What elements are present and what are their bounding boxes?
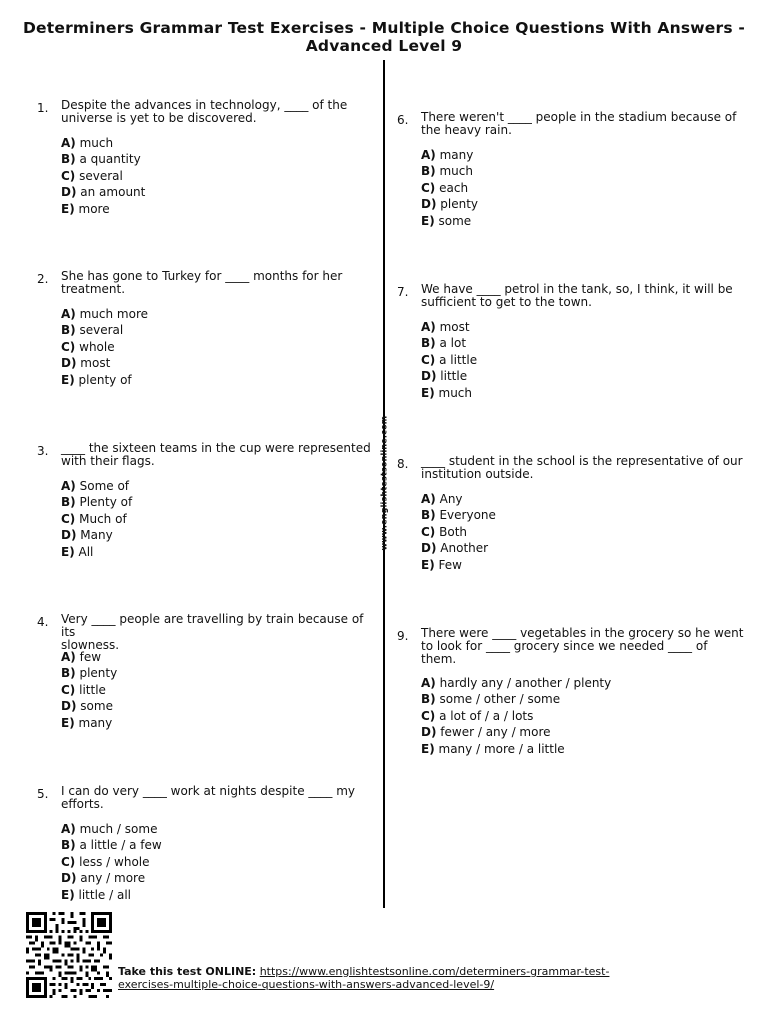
- option-e[interactable]: E) some: [421, 213, 472, 228]
- option-d[interactable]: D) fewer / any / more: [421, 725, 551, 740]
- option-b[interactable]: B) some / other / some: [421, 692, 561, 707]
- option-c[interactable]: C) several: [61, 168, 123, 183]
- option-d[interactable]: D) some: [61, 699, 113, 714]
- test-online-link[interactable]: https://www.englishtestsonline.com/determiners-grammar-test-exercises-multiple-choice-questions-with-answers-advanced-level-9/: [118, 965, 610, 991]
- page-title: Determiners Grammar Test Exercises - Multiple Choice Questions With Answers - Advanced Level 9: [22, 19, 746, 55]
- option-a[interactable]: A) much more: [61, 307, 149, 321]
- option-a[interactable]: A) much / some: [61, 822, 158, 836]
- option-b[interactable]: B) Everyone: [421, 508, 496, 523]
- option-a[interactable]: A) Any: [421, 492, 463, 506]
- question-text: ____ student in the school is the representative of our institution outside.: [421, 454, 743, 481]
- question-number: 1.: [37, 101, 49, 115]
- option-c[interactable]: C) less / whole: [61, 854, 150, 869]
- option-c[interactable]: C) Both: [421, 524, 468, 539]
- question-text: ____ the sixteen teams in the cup were represented with their flags.: [61, 441, 371, 468]
- option-d[interactable]: D) plenty: [421, 197, 479, 212]
- option-b[interactable]: B) several: [61, 323, 124, 338]
- footer: [118, 965, 658, 991]
- footer-label: Take this test ONLINE:: [118, 965, 257, 978]
- option-e[interactable]: E) many / more / a little: [421, 741, 565, 756]
- option-d[interactable]: D) most: [61, 356, 111, 371]
- question-text: Despite the advances in technology, ____ of the universe is yet to be discovered.: [61, 98, 348, 125]
- option-e[interactable]: E) plenty of: [61, 372, 132, 387]
- qr-code: [24, 912, 114, 998]
- option-c[interactable]: C) each: [421, 180, 469, 195]
- option-c[interactable]: C) a little: [421, 352, 478, 367]
- option-e[interactable]: E) more: [61, 201, 110, 216]
- question-number: 3.: [37, 444, 49, 458]
- option-d[interactable]: D) little: [421, 369, 468, 384]
- option-e[interactable]: E) much: [421, 385, 473, 400]
- option-b[interactable]: B) a little / a few: [61, 838, 162, 853]
- option-e[interactable]: E) many: [61, 715, 113, 730]
- question-number: 6.: [397, 113, 409, 127]
- option-d[interactable]: D) an amount: [61, 185, 146, 200]
- option-a[interactable]: A) most: [421, 320, 470, 334]
- option-a[interactable]: A) much: [61, 136, 114, 150]
- option-c[interactable]: C) Much of: [61, 511, 127, 526]
- question-number: 8.: [397, 457, 409, 471]
- site-watermark-text: www.englishtestsonline.com: [379, 415, 389, 551]
- option-e[interactable]: E) Few: [421, 557, 462, 572]
- question-text: Very ____ people are travelling by train because of its slowness.: [61, 612, 364, 652]
- question-text: There were ____ vegetables in the grocery so he went to look for ____ grocery since we needed ____ of them.: [421, 626, 744, 666]
- option-a[interactable]: A) Some of: [61, 479, 130, 493]
- option-b[interactable]: B) a lot: [421, 336, 467, 351]
- question-number: 7.: [397, 285, 409, 299]
- option-c[interactable]: C) a lot of / a / lots: [421, 708, 534, 723]
- option-e[interactable]: E) All: [61, 544, 94, 559]
- question-text: I can do very ____ work at nights despite ____ my efforts.: [61, 784, 356, 811]
- question-text: We have ____ petrol in the tank, so, I think, it will be sufficient to get to the town.: [421, 282, 733, 309]
- option-c[interactable]: C) little: [61, 682, 106, 697]
- option-b[interactable]: B) much: [421, 164, 473, 179]
- question-number: 5.: [37, 787, 49, 801]
- option-b[interactable]: B) a quantity: [61, 152, 141, 167]
- question-text: There weren't ____ people in the stadium because of the heavy rain.: [421, 110, 737, 137]
- question-number: 9.: [397, 629, 409, 643]
- option-b[interactable]: B) plenty: [61, 666, 118, 681]
- question-text: She has gone to Turkey for ____ months for her treatment.: [61, 269, 343, 296]
- option-c[interactable]: C) whole: [61, 339, 115, 354]
- question-number: 4.: [37, 615, 49, 629]
- option-a[interactable]: A) many: [421, 148, 474, 162]
- option-a[interactable]: A) hardly any / another / plenty: [421, 676, 612, 690]
- question-number: 2.: [37, 272, 49, 286]
- option-b[interactable]: B) Plenty of: [61, 495, 133, 510]
- option-d[interactable]: D) Many: [61, 528, 113, 543]
- option-d[interactable]: D) any / more: [61, 871, 146, 886]
- option-e[interactable]: E) little / all: [61, 887, 132, 902]
- option-d[interactable]: D) Another: [421, 541, 489, 556]
- option-a[interactable]: A) few: [61, 650, 102, 664]
